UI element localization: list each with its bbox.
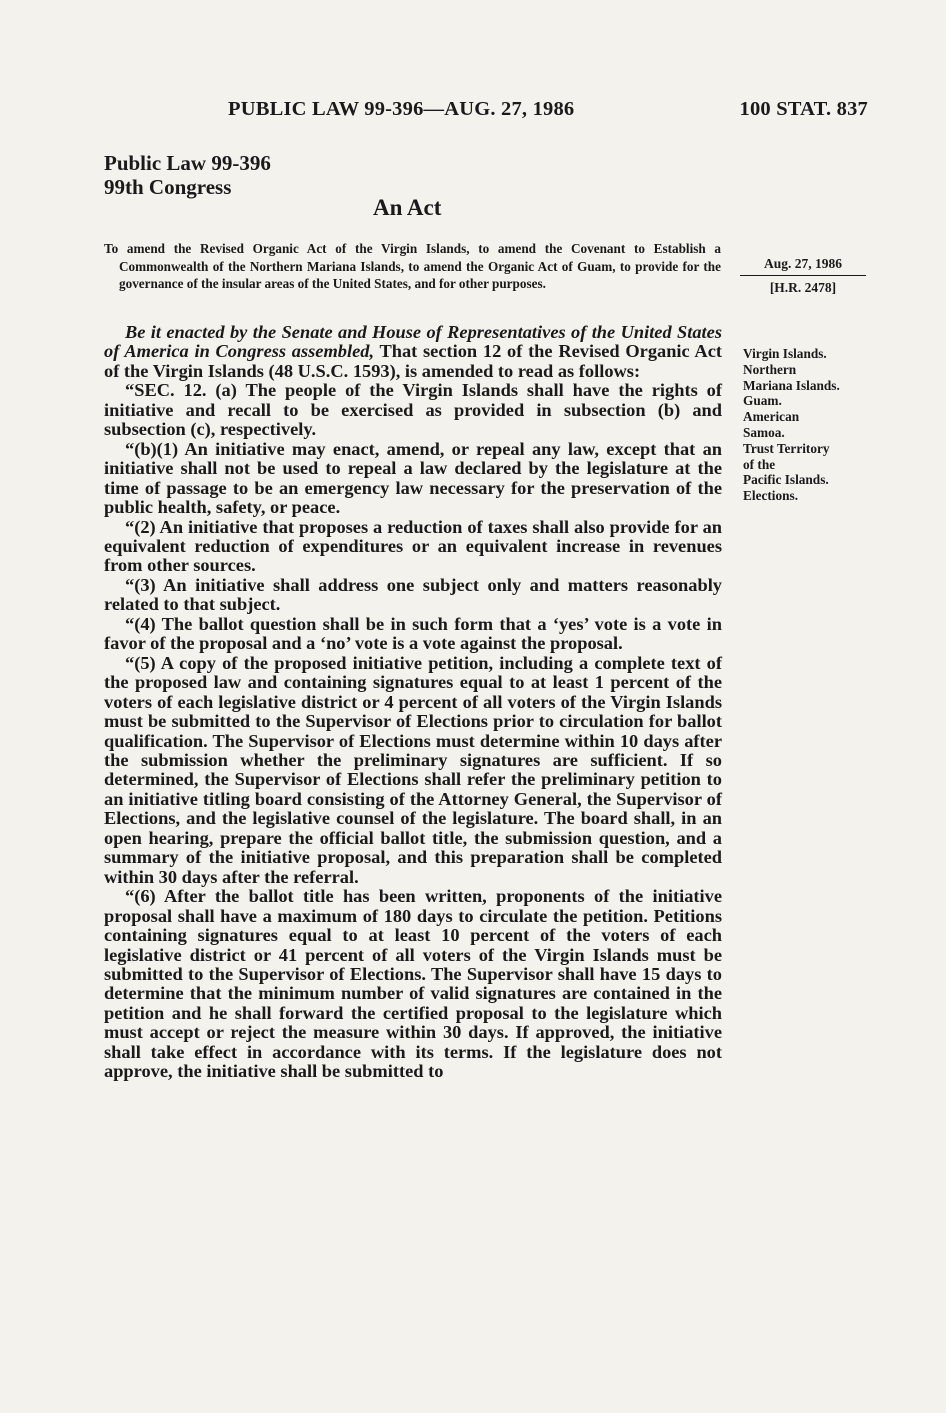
section-caps: EC <box>144 380 170 401</box>
stat-page-number: 100 STAT. 837 <box>739 98 868 120</box>
section-open: “S <box>125 380 145 401</box>
enacting-clause: Be it enacted by the Senate and House of Representatives of the United States of America in Congress assembled, <box>104 322 722 362</box>
margin-date-block <box>740 256 866 296</box>
congress-number: 99th Congress <box>104 175 232 199</box>
running-title: PUBLIC LAW 99-396—AUG. 27, 1986 <box>228 98 575 120</box>
paragraph-6: “(6) After the ballot title has been written, proponents of the initiative proposal shall have a maximum of 180 days to circulate the petition. Petitions containing signatures equal to at least 10 percent of the voters of each legislative district or 41 percent of all voters of the Virgin Islands must be submitted to the Supervisor of Elections. The Supervisor shall have 15 days to determine that the minimum number of valid signatures are contained in the petition and he shall forward the certified proposal to the legislature which must accept or reject the measure within 30 days. If approved, the initiative shall take effect in accordance with its terms. If the legislature does not approve, the initiative shall be submitted to <box>104 886 722 1082</box>
section-rest: . 12. (a) The people of the Virgin Islands shall have the rights of initiative and recall to be exercised as provided in subsection (b) and subsection (c), respectively. <box>104 380 722 440</box>
marginal-note: of the <box>743 456 776 472</box>
marginal-notes <box>743 346 873 504</box>
paragraph-4: “(4) The ballot question shall be in such form that a ‘yes’ vote is a vote in favor of the proposal and a ‘no’ vote is a vote against the proposal. <box>104 613 722 654</box>
marginal-note: Northern <box>743 361 797 377</box>
marginal-note: Trust Territory <box>743 440 830 456</box>
body-text <box>104 323 722 1082</box>
section-12-paragraph <box>104 381 722 439</box>
act-purpose: To amend the Revised Organic Act of the Virgin Islands, to amend the Covenant to Establish a Commonwealth of the Northern Mariana Islands, to amend the Organic Act of Guam, to provide for the governance of the insular areas of the United States, and for other purposes. <box>104 241 721 292</box>
marginal-note: Pacific Islands. <box>743 472 829 488</box>
marginal-note: Virgin Islands. <box>743 346 827 361</box>
approval-date: Aug. 27, 1986 <box>740 256 866 276</box>
marginal-note: Guam. <box>743 393 782 409</box>
paragraph-2: “(2) An initiative that proposes a reduction of taxes shall also provide for an equivalent reduction of expenditures or an equivalent increase in revenues from other sources. <box>104 516 722 576</box>
act-heading: An Act <box>373 195 442 220</box>
enacting-paragraph <box>104 323 722 381</box>
enacting-rest: That section 12 of the Revised Organic Act of the Virgin Islands (48 U.S.C. 1593), is amended to read as follows: <box>104 341 722 381</box>
paragraph-3: “(3) An initiative shall address one subject only and matters reasonably related to that subject. <box>104 574 722 615</box>
bill-number: [H.R. 2478] <box>769 280 837 295</box>
paragraph-b1: “(b)(1) An initiative may enact, amend, or repeal any law, except that an initiative shall not be used to repeal a law declared by the legislature at the time of passage to be an emergency law necessary for the preservation of the public health, safety, or peace. <box>104 438 722 518</box>
public-law-number: Public Law 99-396 <box>104 151 271 175</box>
marginal-note: American <box>743 409 800 425</box>
marginal-note: Mariana Islands. <box>743 377 840 393</box>
marginal-note: Elections. <box>743 488 799 504</box>
paragraph-5: “(5) A copy of the proposed initiative petition, including a complete text of the proposed law and containing signatures equal to at least 1 percent of the voters of each legislative district or 4 percent of all voters of the Virgin Islands must be submitted to the Supervisor of Elections prior to circulation for ballot qualification. The Supervisor of Elections must determine within 10 days after the submission whether the preliminary signatures are sufficient. If so determined, the Supervisor of Elections shall refer the preliminary petition to an initiative titling board consisting of the Attorney General, the Supervisor of Elections, and the legislative counsel of the legislature. The board shall, in an open hearing, prepare the official ballot title, the submission question, and a summary of the initiative proposal, and this preparation shall be completed within 30 days after the referral. <box>104 652 722 887</box>
marginal-note: Samoa. <box>743 424 785 440</box>
